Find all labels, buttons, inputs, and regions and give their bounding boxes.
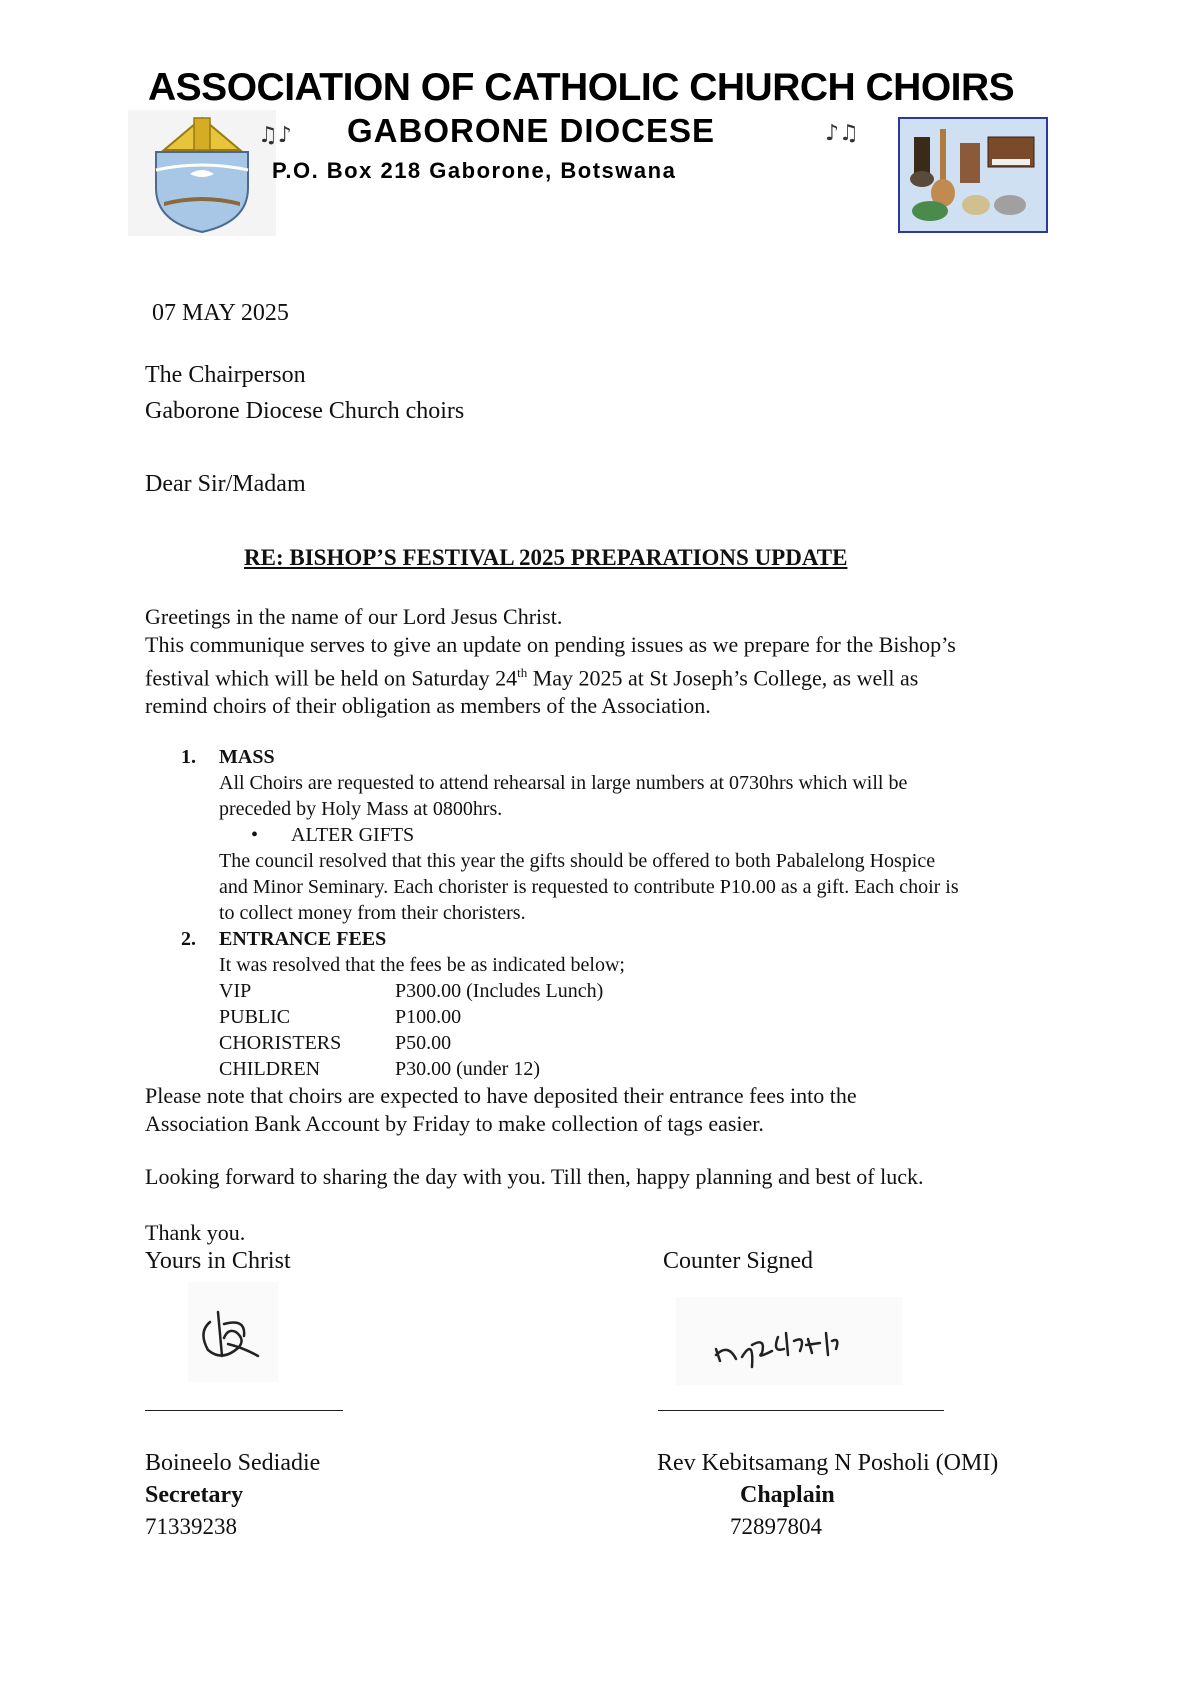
gifts-text: to collect money from their choristers. <box>219 902 526 924</box>
note-line: Please note that choirs are expected to have deposited their entrance fees into the <box>145 1083 857 1108</box>
thank-you: Thank you. <box>145 1220 246 1245</box>
subject-heading: RE: BISHOP’S FESTIVAL 2025 PREPARATIONS UPDATE <box>244 545 848 570</box>
diocese-crest-logo <box>128 110 276 236</box>
chaplain-phone: 72897804 <box>730 1514 822 1539</box>
chaplain-name: Rev Kebitsamang N Posholi (OMI) <box>657 1450 999 1476</box>
svg-text:♪♫: ♪♫ <box>825 121 859 146</box>
fee-row <box>219 978 1071 1004</box>
fee-row <box>219 1056 1071 1082</box>
svg-text:♫♪: ♫♪ <box>258 123 292 148</box>
recipient-organization: Gaborone Diocese Church choirs <box>145 398 465 424</box>
intro-text: festival which will be held on Saturday 24 <box>145 665 518 691</box>
recipient-title: The Chairperson <box>145 362 306 388</box>
music-notes-icon <box>256 118 312 152</box>
list-item-heading <box>181 744 1071 770</box>
intro-line: remind choirs of their obligation as members of the Association. <box>145 693 711 719</box>
intro-line: This communique serves to give an update on pending issues as we prepare for the Bishop’s <box>145 632 956 657</box>
fees-heading: ENTRANCE FEES <box>219 928 387 950</box>
secretary-phone: 71339238 <box>145 1514 237 1539</box>
chaplain-signature <box>676 1297 902 1385</box>
counter-signed-label: Counter Signed <box>663 1248 813 1274</box>
fee-row <box>219 1030 1071 1056</box>
music-notes-icon <box>823 116 879 150</box>
closing-wish: Looking forward to sharing the day with you. Till then, happy planning and best of luck. <box>145 1164 924 1189</box>
intro-text: May 2025 at St Joseph’s College, as well as <box>527 665 919 691</box>
signature-line <box>145 1410 343 1411</box>
payment-note <box>145 1082 857 1138</box>
greeting-line: Greetings in the name of our Lord Jesus Christ. <box>145 604 563 629</box>
intro-line <box>145 659 1065 692</box>
ordinal-suffix: th <box>517 665 528 680</box>
secretary-role: Secretary <box>145 1482 244 1508</box>
intro-paragraph <box>145 603 1065 720</box>
gifts-heading: ALTER GIFTS <box>291 824 415 846</box>
secretary-name: Boineelo Sediadie <box>145 1450 321 1476</box>
letterhead-title: ASSOCIATION OF CATHOLIC CHURCH CHOIRS <box>148 66 1015 109</box>
numbered-list <box>181 744 1071 1082</box>
fee-category: PUBLIC <box>219 1006 291 1028</box>
secretary-signature <box>188 1282 278 1382</box>
fee-category: VIP <box>219 980 252 1002</box>
bullet-icon: • <box>251 824 259 846</box>
fee-category: CHORISTERS <box>219 1032 342 1054</box>
gifts-text: The council resolved that this year the gifts should be offered to both Pabalelong Hospice <box>219 850 936 872</box>
gifts-text: and Minor Seminary. Each chorister is requested to contribute P10.00 as a gift. Each choir is <box>219 876 959 898</box>
valediction: Yours in Christ <box>145 1248 291 1274</box>
mass-text: preceded by Holy Mass at 0800hrs. <box>219 798 503 820</box>
fee-category: CHILDREN <box>219 1058 321 1080</box>
mass-heading: MASS <box>219 746 275 768</box>
musical-instruments-image <box>898 117 1048 233</box>
fee-amount: P50.00 <box>395 1032 452 1054</box>
fee-row <box>219 1004 1071 1030</box>
fee-amount: P100.00 <box>395 1006 462 1028</box>
bullet-item <box>251 822 1071 848</box>
signature-line <box>658 1410 944 1411</box>
fee-amount: P300.00 (Includes Lunch) <box>395 980 604 1002</box>
list-number: 2. <box>181 928 196 950</box>
list-item-heading <box>181 926 1071 952</box>
fee-amount: P30.00 (under 12) <box>395 1058 540 1080</box>
letterhead-diocese: GABORONE DIOCESE <box>347 112 716 149</box>
letterhead-address: P.O. Box 218 Gaborone, Botswana <box>272 158 677 183</box>
note-line: Association Bank Account by Friday to make collection of tags easier. <box>145 1111 764 1136</box>
chaplain-role: Chaplain <box>740 1482 835 1508</box>
mass-text: All Choirs are requested to attend rehearsal in large numbers at 0730hrs which will be <box>219 772 908 794</box>
salutation: Dear Sir/Madam <box>145 471 306 497</box>
fees-intro: It was resolved that the fees be as indicated below; <box>219 954 625 976</box>
list-number: 1. <box>181 746 196 768</box>
letter-date: 07 MAY 2025 <box>152 300 289 326</box>
